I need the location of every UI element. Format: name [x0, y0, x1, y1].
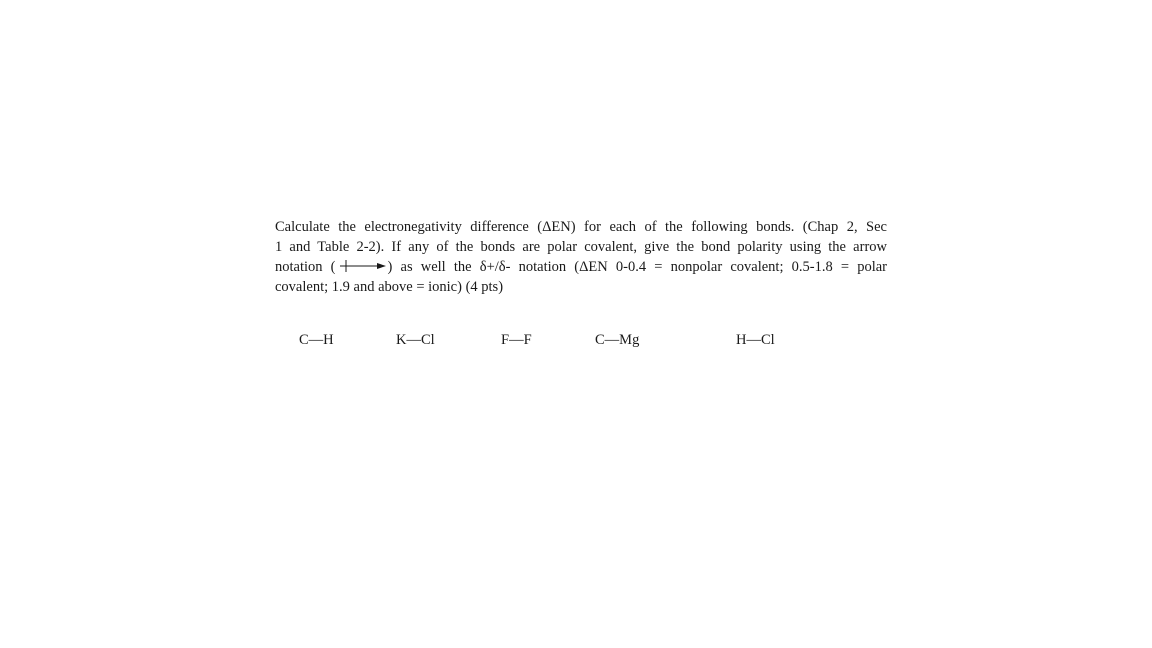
question-line-1: Calculate the electronegativity difference (ΔEN) for each of the following bonds. (Chap 2, Sec: [275, 219, 887, 235]
question-text: [275, 217, 887, 297]
bond-c-h: C—H: [299, 332, 334, 348]
crossed-arrow-icon: [337, 259, 387, 273]
bond-h-cl: H—Cl: [736, 332, 775, 348]
question-line-3-post: ) as well the δ+/δ- notation (ΔEN 0-0.4 = nonpolar covalent; 0.5-1.8 = polar: [387, 259, 887, 275]
bond-f-f: F—F: [501, 332, 532, 348]
question-line-3: [275, 257, 887, 277]
bond-list: [0, 332, 1152, 354]
question-line-3-pre: notation (: [275, 259, 336, 275]
bond-k-cl: K—Cl: [396, 332, 435, 348]
bond-c-mg: C—Mg: [595, 332, 640, 348]
question-line-4: covalent; 1.9 and above = ionic) (4 pts): [275, 279, 504, 295]
question-line-2: 1 and Table 2-2). If any of the bonds are polar covalent, give the bond polarity using the arrow: [275, 239, 887, 255]
